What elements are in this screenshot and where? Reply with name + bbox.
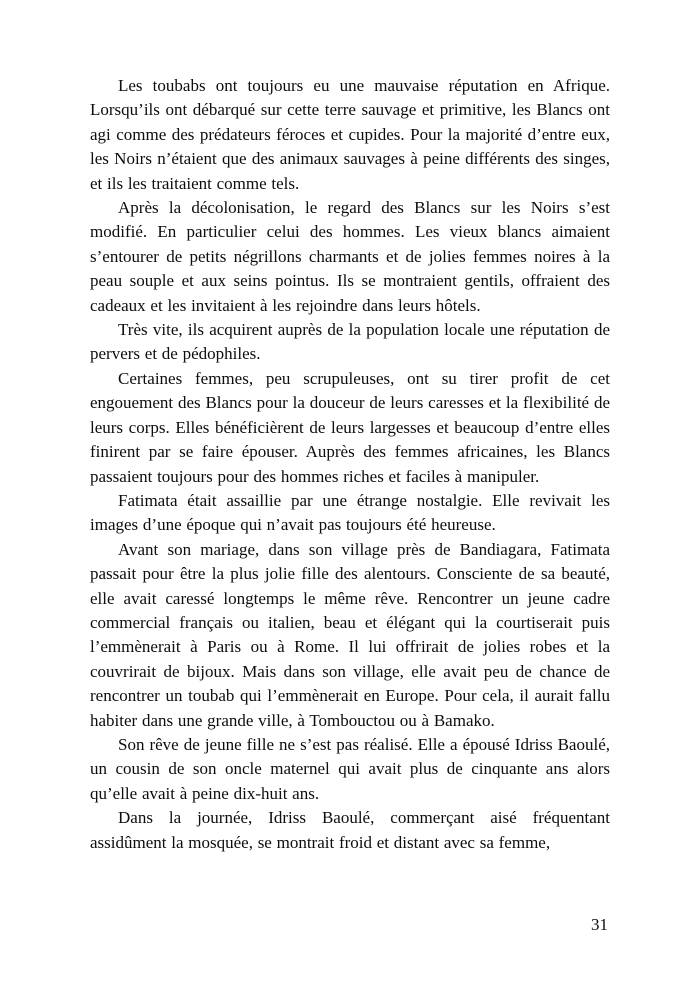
paragraph: Dans la journée, Idriss Baoulé, commerçant aisé fréquentant assidûment la mosquée, se montrait froid et distant avec sa femme, — [90, 808, 610, 852]
paragraph: Avant son mariage, dans son village près de Bandiagara, Fatimata passait pour être la plus jolie fille des alentours. Consciente de sa beauté, elle avait caressé longtemps le même rêve. Rencontrer un jeune cadre commercial français ou italien, beau et élégant qui la courtiserait puis l’emmènerait à Paris ou à Rome. Il lui offrirait de jolies robes et la couvrirait de bijoux. Mais dans son village, elle avait peu de chance de rencontrer un toubab qui l’emmènerait en Europe. Pour cela, il aurait fallu habiter dans une grande ville, à Tombouctou ou à Bamako. — [90, 539, 610, 730]
paragraph: Les toubabs ont toujours eu une mauvaise réputation en Afrique. Lorsqu’ils ont débarqué sur cette terre sauvage et primitive, les Blancs ont agi comme des prédateurs féroces et cupides. Pour la majorité d’entre eux, les Noirs n’étaient que des animaux sauvages à peine différents des singes, et ils les traitaient comme tels. — [90, 76, 610, 193]
paragraph: Certaines femmes, peu scrupuleuses, ont su tirer profit de cet engouement des Blancs pour la douceur de leurs caresses et la flexibilité de leurs corps. Elles bénéficièrent de leurs largesses et beaucoup d’entre elles finirent par se faire épouser. Auprès des femmes africaines, les Blancs passaient toujours pour des hommes riches et faciles à manipuler. — [90, 368, 610, 486]
page-text-block — [90, 74, 610, 855]
paragraph: Son rêve de jeune fille ne s’est pas réalisé. Elle a épousé Idriss Baoulé, un cousin de son oncle maternel qui avait plus de cinquante ans alors qu’elle avait à peine dix-huit ans. — [90, 734, 610, 803]
paragraph: Fatimata était assaillie par une étrange nostalgie. Elle revivait les images d’une époque qui n’avait pas toujours été heureuse. — [90, 490, 610, 535]
paragraph: Très vite, ils acquirent auprès de la population locale une réputation de pervers et de pédophiles. — [90, 320, 610, 364]
paragraph: Après la décolonisation, le regard des Blancs sur les Noirs s’est modifié. En particulier celui des hommes. Les vieux blancs aimaient s’entourer de petits négrillons charmants et de jolies femmes noires à la peau souple et aux seins pointus. Ils se montraient gentils, offraient des cadeaux et les invitaient à les rejoindre dans leurs hôtels. — [90, 198, 610, 315]
page-number: 31 — [591, 915, 608, 934]
